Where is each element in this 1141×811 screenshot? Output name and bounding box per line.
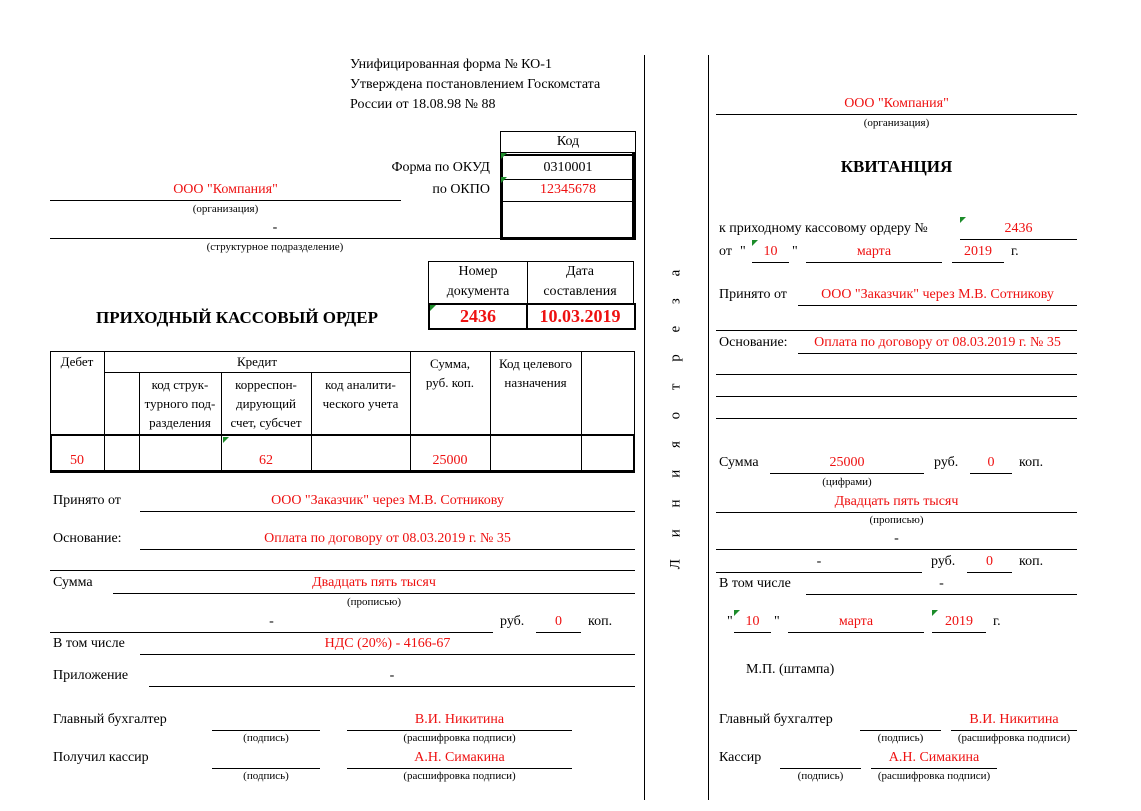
cell-marker (752, 240, 758, 246)
accounts-table (50, 351, 635, 473)
receipt-rub-label-2: руб. (931, 554, 956, 569)
receipt-year[interactable]: 2019 (964, 244, 992, 259)
receipt-month[interactable]: марта (856, 244, 892, 259)
receipt-year-2-suffix: г. (993, 614, 1001, 629)
cell-marker (960, 217, 966, 223)
basis-label: Основание: (53, 531, 122, 546)
corr-account-value[interactable]: 62 (259, 453, 273, 468)
receipt-including-value[interactable]: - (939, 576, 944, 591)
analytics-code-header: код аналити- ческого учета (322, 377, 399, 411)
codes-box (500, 131, 636, 240)
receipt-chief-sign-caption: (подпись) (877, 732, 924, 744)
including-label: В том числе (53, 636, 125, 651)
attachment-value[interactable]: - (389, 668, 395, 683)
receipt-basis[interactable]: Оплата по договору от 08.03.2019 г. № 35 (814, 335, 1061, 350)
chief-decode-caption: (расшифровка подписи) (403, 732, 516, 744)
kop-label: коп. (588, 614, 613, 629)
cell-marker (430, 305, 436, 311)
quote-mark: " (740, 244, 746, 259)
form-code-line2: Утверждена постановлением Госкомстата (350, 77, 601, 92)
debit-value[interactable]: 50 (70, 453, 84, 468)
receipt-year-2[interactable]: 2019 (945, 614, 973, 629)
received-from-value[interactable]: ООО "Заказчик" через М.В. Сотникову (271, 493, 504, 508)
receipt-received-underline (798, 305, 1077, 306)
department-value[interactable]: - (272, 220, 278, 235)
receipt-basis-label: Основание: (719, 335, 788, 350)
receipt-month-2-underline (788, 632, 924, 633)
receipt-chief-name[interactable]: В.И. Никитина (969, 712, 1059, 727)
received-from-underline (140, 511, 635, 512)
receipt-chief-sign-line (860, 730, 941, 731)
receipt-chief-label: Главный бухгалтер (719, 712, 833, 727)
receipt-org-caption: (организация) (863, 117, 930, 129)
receipt-year-2-underline (932, 632, 986, 633)
receipt-month-2[interactable]: марта (838, 614, 874, 629)
receipt-words-caption: (прописью) (869, 514, 924, 526)
kop-value[interactable]: 0 (555, 614, 562, 629)
codes-left-border (500, 152, 503, 238)
cell-marker (734, 610, 740, 616)
receipt-sum-underline (770, 473, 924, 474)
receipt-from-label: от (719, 244, 732, 259)
cashier-name[interactable]: А.Н. Симакина (414, 750, 505, 765)
receipt-to-order-label: к приходному кассовому ордеру № (719, 221, 928, 236)
receipt-kop-label-2: коп. (1019, 554, 1044, 569)
receipt-kop-label: коп. (1019, 455, 1044, 470)
receipt-org-underline (716, 114, 1077, 115)
cashier-label: Получил кассир (53, 750, 149, 765)
receipt-cashier-label: Кассир (719, 750, 762, 765)
basis-value[interactable]: Оплата по договору от 08.03.2019 г. № 35 (264, 531, 511, 546)
sum-extra-underline (50, 632, 493, 633)
form-code-line1: Унифицированная форма № КО-1 (350, 57, 552, 72)
number-date-box (428, 261, 634, 330)
receipt-cashier-name[interactable]: А.Н. Симакина (888, 750, 980, 765)
code-header: Код (501, 132, 635, 153)
receipt-sum-words-underline (716, 512, 1077, 513)
organization-caption: (организация) (192, 203, 259, 215)
receipt-year-underline (952, 262, 1004, 263)
receipt-day-2[interactable]: 10 (745, 614, 760, 629)
credit-header: Кредит (236, 354, 278, 369)
receipt-organization[interactable]: ООО "Компания" (844, 96, 949, 111)
quote-mark: " (727, 614, 733, 629)
department-underline (50, 238, 500, 239)
including-underline (140, 654, 635, 655)
attachment-underline (149, 686, 635, 687)
receipt-kop-underline (970, 473, 1012, 474)
received-from-label: Принято от (53, 493, 121, 508)
organization-underline (50, 200, 401, 201)
receipt-day[interactable]: 10 (763, 244, 778, 259)
sum-label: Сумма (53, 575, 93, 590)
cell-marker (223, 437, 229, 443)
receipt-sum-words-extra[interactable]: - (894, 531, 899, 546)
cut-line-right (708, 55, 709, 800)
corr-account-header: корреспон- дирующий счет, субсчет (230, 377, 302, 430)
date-header-1: Дата (566, 264, 594, 279)
sum-extra-value[interactable]: - (269, 614, 274, 629)
number-header-1: Номер (458, 264, 498, 279)
receipt-sum-extra-underline (716, 572, 922, 573)
receipt-month-underline (806, 262, 942, 263)
receipt-sum-extra[interactable]: - (816, 554, 822, 569)
subdivision-code-header: код струк- турного под- разделения (144, 377, 216, 430)
receipt-sum-words[interactable]: Двадцать пять тысяч (834, 494, 959, 509)
sum-value[interactable]: 25000 (432, 453, 468, 468)
receipt-title: КВИТАНЦИЯ (840, 157, 953, 176)
purpose-header: Код целевого назначения (498, 356, 573, 390)
okpo-cell[interactable]: 12345678 (501, 179, 635, 202)
sum-words-underline (113, 593, 635, 594)
receipt-sum-words-underline-2 (716, 549, 1077, 550)
cell-marker (501, 177, 507, 183)
sum-header: Сумма, руб. коп. (425, 356, 475, 390)
receipt-received-from[interactable]: ООО "Заказчик" через М.В. Сотникову (821, 287, 1054, 302)
receipt-cashier-sign-line (780, 768, 861, 769)
receipt-rub-label: руб. (934, 455, 959, 470)
quote-mark: " (792, 244, 798, 259)
okud-cell[interactable]: 0310001 (501, 154, 635, 180)
receipt-sum-digits[interactable]: 25000 (829, 455, 865, 470)
receipt-basis-line-3 (716, 396, 1077, 397)
receipt-kop-value[interactable]: 0 (987, 455, 995, 470)
receipt-received-label: Принято от (719, 287, 787, 302)
receipt-day-2-underline (734, 632, 771, 633)
order-number[interactable]: 2436 (460, 306, 496, 326)
cell-marker (932, 610, 938, 616)
attachment-label: Приложение (53, 668, 129, 683)
order-date[interactable]: 10.03.2019 (539, 306, 621, 326)
organization-value[interactable]: ООО "Компания" (173, 182, 278, 197)
chief-accountant-name[interactable]: В.И. Никитина (414, 712, 505, 727)
receipt-number-underline (960, 239, 1077, 240)
cashier-sign-caption: (подпись) (243, 770, 289, 782)
receipt-order-number[interactable]: 2436 (1004, 221, 1033, 236)
including-value[interactable]: НДС (20%) - 4166-67 (324, 636, 451, 651)
receipt-chief-decode-caption: (расшифровка подписи) (957, 732, 1071, 744)
receipt-digits-caption: (цифрами) (822, 476, 872, 488)
quote-mark: " (774, 614, 780, 629)
kop-underline (536, 632, 581, 633)
chief-name-underline (347, 730, 572, 731)
okpo-label: по ОКПО (432, 182, 490, 197)
sum-words-caption: (прописью) (346, 596, 402, 608)
receipt-cashier-sign-caption: (подпись) (797, 770, 844, 782)
rub-label: руб. (500, 614, 525, 629)
receipt-basis-line-2 (716, 374, 1077, 375)
receipt-chief-name-underline (951, 730, 1077, 731)
okud-label: Форма по ОКУД (391, 160, 490, 175)
codes-bottom-border (500, 237, 635, 239)
receipt-received-underline-2 (716, 330, 1077, 331)
form-code-line3: России от 18.08.98 № 88 (350, 97, 496, 112)
receipt-including-label: В том числе (719, 576, 791, 591)
chief-accountant-label: Главный бухгалтер (53, 712, 167, 727)
receipt-basis-line-4 (716, 418, 1077, 419)
cashier-decode-caption: (расшифровка подписи) (403, 770, 516, 782)
cell-marker (501, 153, 507, 159)
receipt-year-suffix: г. (1011, 244, 1019, 259)
basis-underline (140, 549, 635, 550)
receipt-cashier-decode-caption: (расшифровка подписи) (877, 770, 991, 782)
receipt-sum-label: Сумма (719, 455, 759, 470)
sum-words-value[interactable]: Двадцать пять тысяч (312, 575, 436, 590)
department-caption: (структурное подразделение) (206, 241, 344, 253)
cashier-sign-line (212, 768, 320, 769)
stamp-label: М.П. (штампа) (746, 662, 835, 677)
number-header-2: документа (446, 284, 510, 299)
date-header-2: составления (543, 284, 617, 299)
basis-underline-2 (50, 570, 635, 571)
receipt-kop-value-2[interactable]: 0 (986, 554, 993, 569)
receipt-day-underline (752, 262, 789, 263)
receipt-cashier-name-underline (871, 768, 997, 769)
order-title: ПРИХОДНЫЙ КАССОВЫЙ ОРДЕР (96, 308, 378, 327)
cut-line-left (644, 55, 645, 800)
receipt-including-underline (806, 594, 1077, 595)
cut-line-label: Л и н и я о т р е з а (667, 260, 684, 570)
chief-sign-caption: (подпись) (243, 732, 289, 744)
receipt-basis-underline (798, 353, 1077, 354)
receipt-kop-underline-2 (967, 572, 1012, 573)
cashier-name-underline (347, 768, 572, 769)
codes-right-border (632, 152, 635, 238)
chief-sign-line (212, 730, 320, 731)
debit-header: Дебет (60, 354, 94, 369)
